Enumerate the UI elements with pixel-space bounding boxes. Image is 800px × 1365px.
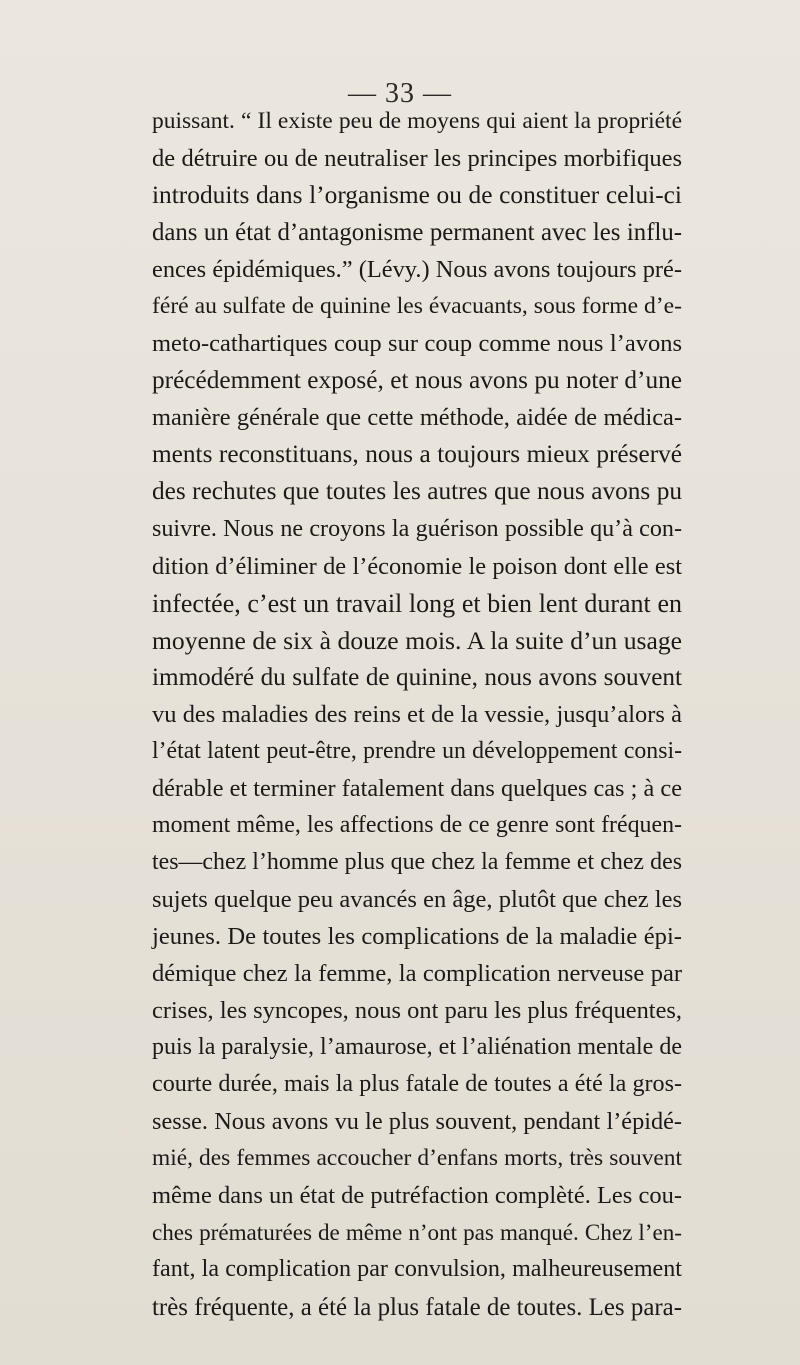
text-line: tes—chez l’homme plus que chez la femme et chez des: [152, 848, 682, 875]
text-line: l’état latent peut-être, prendre un développement consi-: [152, 737, 682, 764]
text-line: précédemment exposé, et nous avons pu noter d’une: [152, 366, 682, 395]
text-line: crises, les syncopes, nous ont paru les plus fréquentes,: [152, 997, 682, 1025]
text-line: moment même, les affections de ce genre sont fréquen-: [152, 811, 682, 838]
text-line: dérable et terminer fatalement dans quelques cas ; à ce: [152, 774, 682, 802]
text-line: puissant. “ Il existe peu de moyens qui aient la propriété: [152, 108, 682, 134]
text-line: sesse. Nous avons vu le plus souvent, pendant l’épidé-: [152, 1108, 682, 1136]
text-line: immodéré du sulfate de quinine, nous avons souvent: [152, 663, 682, 691]
text-line: jeunes. De toutes les complications de la maladie épi-: [152, 923, 682, 951]
text-line: ences épidémiques.” (Lévy.) Nous avons toujours pré-: [152, 256, 682, 284]
text-line: sujets quelque peu avancés en âge, plutôt que chez les: [152, 885, 682, 913]
text-line: dition d’éliminer de l’économie le poison dont elle est: [152, 552, 682, 580]
text-line: des rechutes que toutes les autres que nous avons pu: [152, 477, 682, 506]
text-line: ments reconstituans, nous a toujours mieux préservé: [152, 440, 682, 469]
text-line: mié, des femmes accoucher d’enfans morts, très souvent: [152, 1145, 682, 1172]
text-line: ches prématurées de même n’ont pas manqué. Chez l’en-: [152, 1219, 682, 1246]
text-line: suivre. Nous ne croyons la guérison possible qu’à con-: [152, 515, 682, 542]
text-line: introduits dans l’organisme ou de constituer celui-ci: [152, 181, 682, 210]
text-line: féré au sulfate de quinine les évacuants, sous forme d’e-: [152, 293, 682, 320]
text-line: infectée, c’est un travail long et bien lent durant en: [152, 588, 682, 618]
text-line: fant, la complication par convulsion, malheureusement: [152, 1256, 682, 1283]
text-line: puis la paralysie, l’amaurose, et l’aliénation mentale de: [152, 1034, 682, 1061]
text-line: démique chez la femme, la complication nerveuse par: [152, 960, 682, 988]
text-line: manière générale que cette méthode, aidée de médica-: [152, 404, 682, 432]
text-line: dans un état d’antagonisme permanent avec les influ-: [152, 219, 682, 247]
text-line: vu des maladies des reins et de la vessie, jusqu’alors à: [152, 700, 682, 728]
text-line: même dans un état de putréfaction complèté. Les cou-: [152, 1182, 682, 1210]
text-line: moyenne de six à douze mois. A la suite d’un usage: [152, 625, 682, 655]
text-line: meto-cathartiques coup sur coup comme nous l’avons: [152, 330, 682, 358]
text-line: très fréquente, a été la plus fatale de toutes. Les para-: [152, 1293, 682, 1321]
text-line: courte durée, mais la plus fatale de toutes a été la gros-: [152, 1071, 682, 1098]
body-text: [152, 103, 682, 1326]
page-number: — 33 —: [348, 78, 452, 109]
text-line: de détruire ou de neutraliser les principes morbifiques: [152, 145, 682, 173]
